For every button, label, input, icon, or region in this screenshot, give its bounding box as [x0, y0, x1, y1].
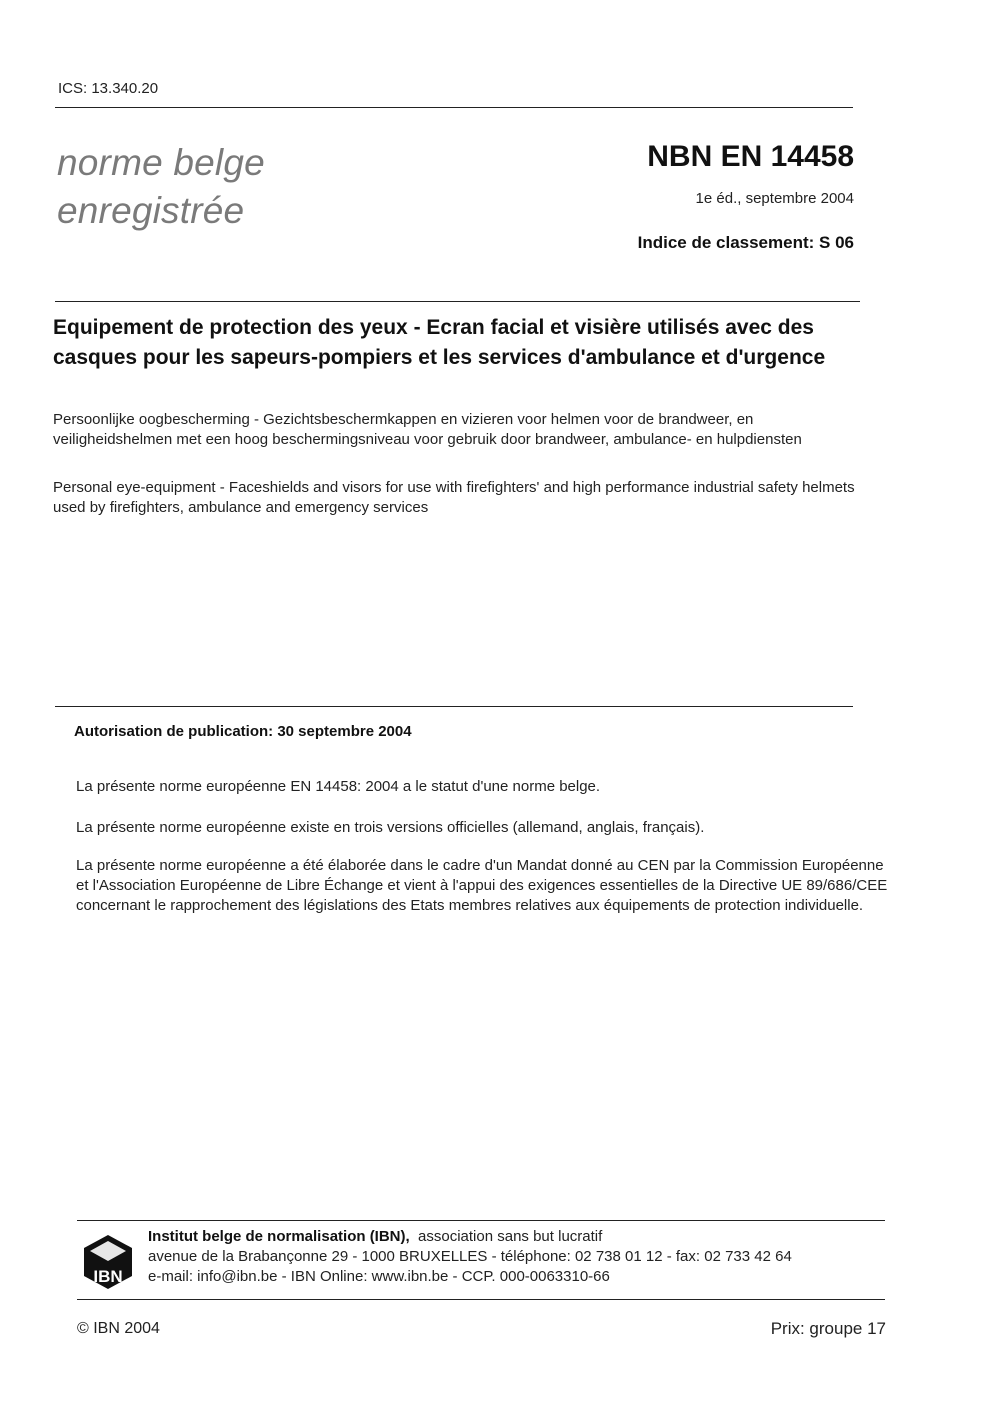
ibn-logo-text: IBN	[93, 1267, 123, 1286]
publication-authorisation: Autorisation de publication: 30 septembre 2004	[74, 723, 412, 740]
header-divider	[55, 107, 853, 108]
footer-bottom-divider	[77, 1299, 885, 1300]
institute-name: Institut belge de normalisation (IBN),	[148, 1228, 410, 1245]
versions-paragraph: La présente norme européenne existe en trois versions officielles (allemand, anglais, français).	[76, 819, 705, 836]
copyright: © IBN 2004	[77, 1320, 160, 1337]
institute-line	[148, 1227, 792, 1247]
institute-block	[148, 1227, 792, 1287]
edition-date: 1e éd., septembre 2004	[695, 190, 854, 207]
ibn-logo-icon	[82, 1233, 134, 1291]
institute-type: association sans but lucratif	[418, 1228, 603, 1245]
enregistree-label: enregistrée	[57, 190, 245, 231]
title-french: Equipement de protection des yeux - Ecran facial et visière utilisés avec des casques pour les sapeurs-pompiers et les services d'ambulance et d'urgence	[53, 316, 826, 369]
price-group: Prix: groupe 17	[770, 1319, 886, 1338]
institute-contact: e-mail: info@ibn.be - IBN Online: www.ibn.be - CCP. 000-0063310-66	[148, 1268, 610, 1285]
footer-top-divider	[77, 1220, 885, 1221]
mandate-paragraph: La présente norme européenne a été élaborée dans le cadre d'un Mandat donné au CEN par la Commission Européenne et l'Association Européenne de Libre Échange et vient à l'appui des exigences essentielles de la Directive UE 89/686/CEE concernant le rapprochement des législations des Etats membres relatives aux équipements de protection individuelle.	[76, 857, 888, 914]
body-divider	[55, 706, 853, 707]
standard-number: NBN EN 14458	[647, 140, 854, 173]
title-divider	[55, 301, 860, 302]
classification-index: Indice de classement: S 06	[637, 233, 854, 252]
norme-belge-label: norme belge	[57, 142, 265, 183]
institute-address: avenue de la Brabançonne 29 - 1000 BRUXELLES - téléphone: 02 738 01 12 - fax: 02 733 42 64	[148, 1248, 792, 1265]
title-dutch: Persoonlijke oogbescherming - Gezichtsbeschermkappen en vizieren voor helmen voor de brandweer, en veiligheidshelmen met een hoog beschermingsniveau voor gebruik door brandweer, ambulance- en hulpdiensten	[53, 411, 802, 448]
status-paragraph: La présente norme européenne EN 14458: 2004 a le statut d'une norme belge.	[76, 778, 601, 795]
title-english: Personal eye-equipment - Faceshields and visors for use with firefighters' and high performance industrial safety helmets used by firefighters, ambulance and emergency services	[53, 479, 855, 516]
ics-code: ICS: 13.340.20	[58, 80, 159, 97]
